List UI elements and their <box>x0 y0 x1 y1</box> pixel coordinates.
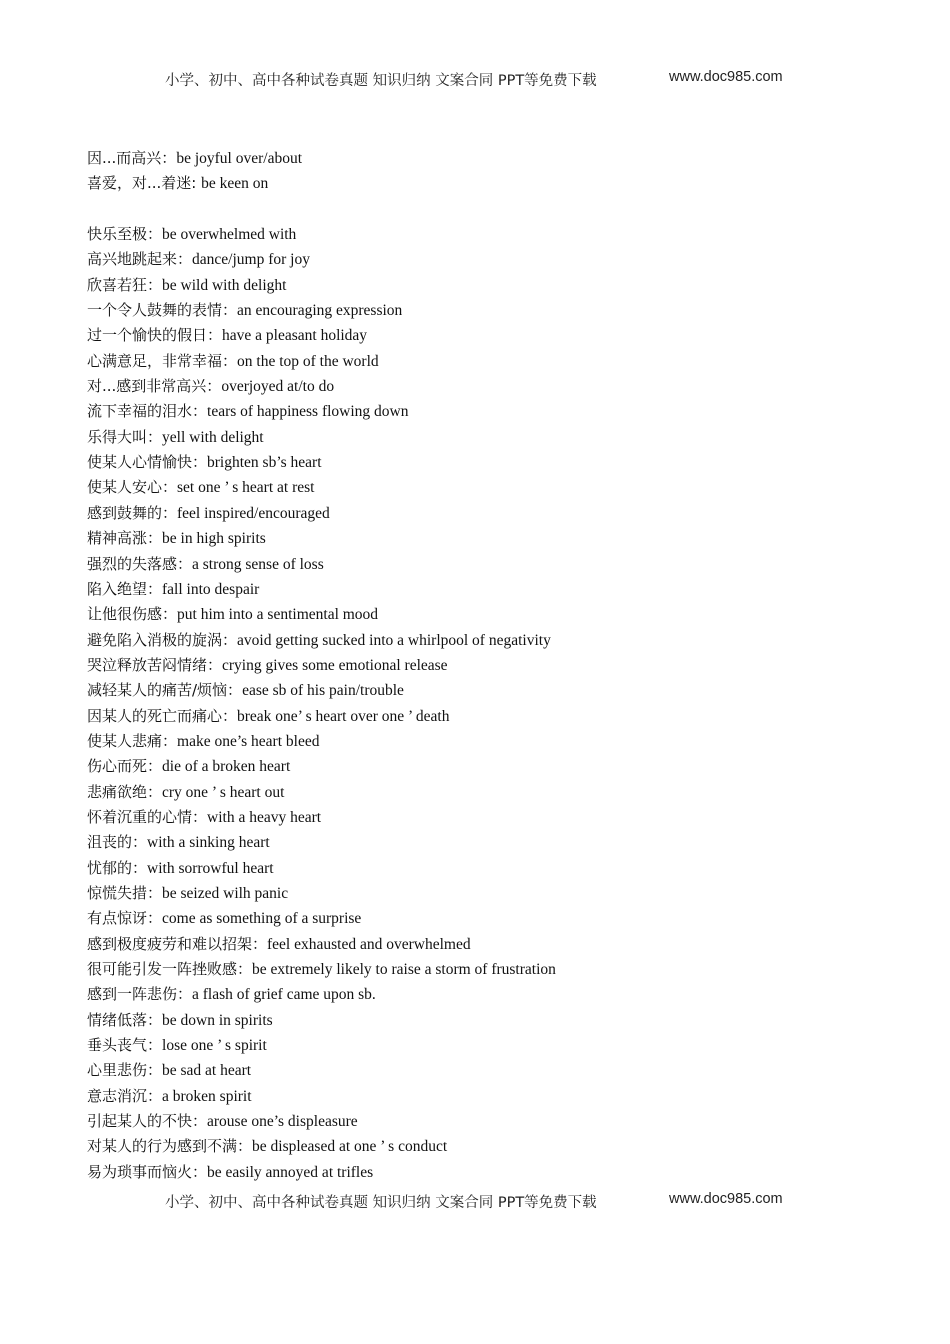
footer-text: 小学、初中、高中各种试卷真题 知识归纳 文案合同 PPT等免费下载 <box>165 1195 597 1211</box>
phrase-chinese: 对某人的行为感到不满： <box>87 1137 253 1156</box>
phrase-entry <box>87 399 907 424</box>
phrase-entry <box>87 247 907 272</box>
phrase-entry <box>87 881 907 906</box>
phrase-chinese: 哭泣释放苦闷情绪： <box>87 655 223 674</box>
phrase-chinese: 沮丧的： <box>87 833 148 852</box>
phrase-chinese: 垂头丧气： <box>87 1036 163 1055</box>
phrase-english: feel exhausted and overwhelmed <box>267 935 471 953</box>
phrase-chinese: 意志消沉： <box>87 1086 163 1105</box>
phrase-chinese: 有点惊讶： <box>87 909 163 928</box>
phrase-chinese: 感到一阵悲伤： <box>87 985 193 1004</box>
phrase-entry <box>87 501 907 526</box>
phrase-chinese: 使某人安心： <box>87 478 178 497</box>
phrase-chinese: 忧郁的： <box>87 858 148 877</box>
phrase-english: avoid getting sucked into a whirlpool of negativity <box>237 631 551 649</box>
phrase-entry <box>87 1033 907 1058</box>
phrase-english: a flash of grief came upon sb. <box>192 986 376 1004</box>
phrase-chinese: 一个令人鼓舞的表情： <box>87 301 238 320</box>
phrase-chinese: 精神高涨： <box>87 529 163 548</box>
phrase-entry <box>87 197 907 222</box>
phrase-entry <box>87 704 907 729</box>
phrase-english: ease sb of his pain/trouble <box>242 682 404 700</box>
phrase-entry <box>87 856 907 881</box>
phrase-english: overjoyed at/to do <box>221 378 335 396</box>
phrase-entry <box>87 273 907 298</box>
phrase-chinese: 伤心而死： <box>87 757 163 776</box>
phrase-chinese: 强烈的失落感： <box>87 554 193 573</box>
phrase-entry <box>87 780 907 805</box>
phrase-entry <box>87 1058 907 1083</box>
phrase-chinese: 引起某人的不快： <box>87 1112 208 1131</box>
phrase-chinese: 喜爱，对...着迷: <box>87 174 202 193</box>
phrase-english: be wild with delight <box>162 276 287 294</box>
phrase-chinese: 怀着沉重的心情： <box>87 807 208 826</box>
phrase-entry <box>87 653 907 678</box>
phrase-english: be easily annoyed at trifles <box>207 1163 374 1181</box>
phrase-entry <box>87 222 907 247</box>
phrase-english: on the top of the world <box>237 352 379 370</box>
phrase-english: with sorrowful heart <box>147 859 274 877</box>
phrase-chinese: 快乐至极： <box>87 225 163 244</box>
phrase-english: break one’ s heart over one ’ death <box>237 707 450 725</box>
phrase-entry <box>87 628 907 653</box>
phrase-english: yell with delight <box>162 428 264 446</box>
phrase-chinese: 感到鼓舞的： <box>87 503 178 522</box>
phrase-chinese: 因某人的死亡而痛心： <box>87 706 238 725</box>
phrase-chinese: 因...而高兴： <box>87 149 177 167</box>
phrase-english: brighten sb’s heart <box>207 454 322 472</box>
phrase-chinese: 很可能引发一阵挫败感： <box>87 960 253 978</box>
phrase-entry <box>87 982 907 1007</box>
phrase-english: have a pleasant holiday <box>222 327 368 345</box>
phrase-english: be displeased at one ’ s conduct <box>252 1138 448 1156</box>
phrase-english: be in high spirits <box>162 530 266 548</box>
phrase-chinese: 心满意足，非常幸福： <box>87 351 238 370</box>
phrase-english: a broken spirit <box>162 1087 252 1105</box>
phrase-english: be sad at heart <box>162 1062 252 1080</box>
phrase-entry <box>87 526 907 551</box>
phrase-english: be overwhelmed with <box>162 226 297 244</box>
phrase-chinese: 让他很伤感： <box>87 605 178 624</box>
phrase-entry <box>87 678 907 703</box>
phrase-chinese: 欣喜若狂： <box>87 275 163 294</box>
phrase-chinese: 减轻某人的痛苦/烦恼： <box>87 681 243 700</box>
phrase-entry <box>87 1134 907 1159</box>
phrase-entry <box>87 349 907 374</box>
phrase-english: be keen on <box>201 175 269 193</box>
phrase-entry <box>87 906 907 931</box>
phrase-english: lose one ’ s spirit <box>162 1037 267 1055</box>
phrase-english: be down in spirits <box>162 1011 273 1029</box>
phrase-entry <box>87 577 907 602</box>
phrase-entry <box>87 374 907 399</box>
phrase-entry <box>87 754 907 779</box>
phrase-english: come as something of a surprise <box>162 910 362 928</box>
footer-url: www.doc985.com <box>669 1191 783 1207</box>
phrase-chinese: 情绪低落： <box>87 1010 163 1029</box>
phrase-english: with a heavy heart <box>207 808 322 826</box>
header-url: www.doc985.com <box>669 69 783 85</box>
phrase-english: crying gives some emotional release <box>222 656 448 674</box>
phrase-chinese: 过一个愉快的假日： <box>87 326 223 345</box>
phrase-entry <box>87 298 907 323</box>
phrase-entry <box>87 171 907 196</box>
phrase-english: be seized wilh panic <box>162 884 289 902</box>
phrase-entry <box>87 425 907 450</box>
phrase-entry <box>87 146 907 171</box>
phrase-chinese: 乐得大叫： <box>87 427 163 446</box>
phrase-english: set one ’ s heart at rest <box>177 479 315 497</box>
phrase-english: tears of happiness flowing down <box>207 403 409 421</box>
phrase-english: feel inspired/encouraged <box>177 504 330 522</box>
phrase-chinese: 惊慌失措： <box>87 883 163 902</box>
header-text: 小学、初中、高中各种试卷真题 知识归纳 文案合同 PPT等免费下载 <box>165 73 597 89</box>
phrase-chinese: 避免陷入消极的旋涡： <box>87 630 238 649</box>
phrase-english: an encouraging expression <box>237 302 403 320</box>
phrase-entry <box>87 552 907 577</box>
phrase-english: make one’s heart bleed <box>177 732 320 750</box>
phrase-entry <box>87 830 907 855</box>
phrase-entry <box>87 805 907 830</box>
phrase-entry <box>87 1008 907 1033</box>
phrase-entry <box>87 323 907 348</box>
phrase-list <box>87 146 907 1185</box>
phrase-entry <box>87 729 907 754</box>
phrase-chinese: 易为琐事而恼火： <box>87 1162 208 1181</box>
phrase-entry <box>87 450 907 475</box>
phrase-chinese: 悲痛欲绝： <box>87 782 163 801</box>
phrase-entry <box>87 475 907 500</box>
phrase-entry <box>87 932 907 957</box>
phrase-english: be extremely likely to raise a storm of frustration <box>252 961 556 978</box>
phrase-entry <box>87 1160 907 1185</box>
phrase-chinese: 使某人悲痛： <box>87 731 178 750</box>
phrase-english: cry one ’ s heart out <box>162 783 285 801</box>
phrase-chinese: 对...感到非常高兴： <box>87 377 222 396</box>
phrase-chinese: 心里悲伤： <box>87 1061 163 1080</box>
phrase-chinese: 流下幸福的泪水： <box>87 402 208 421</box>
phrase-english: fall into despair <box>162 580 260 598</box>
phrase-entry <box>87 1109 907 1134</box>
phrase-english: dance/jump for joy <box>192 251 310 269</box>
phrase-english: be joyful over/about <box>176 150 303 167</box>
phrase-entry <box>87 1084 907 1109</box>
phrase-english: die of a broken heart <box>162 758 291 776</box>
phrase-chinese: 高兴地跳起来： <box>87 250 193 269</box>
phrase-english: with a sinking heart <box>147 834 270 852</box>
phrase-english: a strong sense of loss <box>192 555 324 573</box>
phrase-chinese: 使某人心情愉快： <box>87 453 208 472</box>
phrase-entry <box>87 602 907 627</box>
phrase-entry <box>87 957 907 982</box>
phrase-english: put him into a sentimental mood <box>177 606 379 624</box>
phrase-english: arouse one’s displeasure <box>207 1113 358 1131</box>
phrase-chinese: 感到极度疲劳和难以招架： <box>87 934 268 953</box>
phrase-chinese: 陷入绝望： <box>87 579 163 598</box>
